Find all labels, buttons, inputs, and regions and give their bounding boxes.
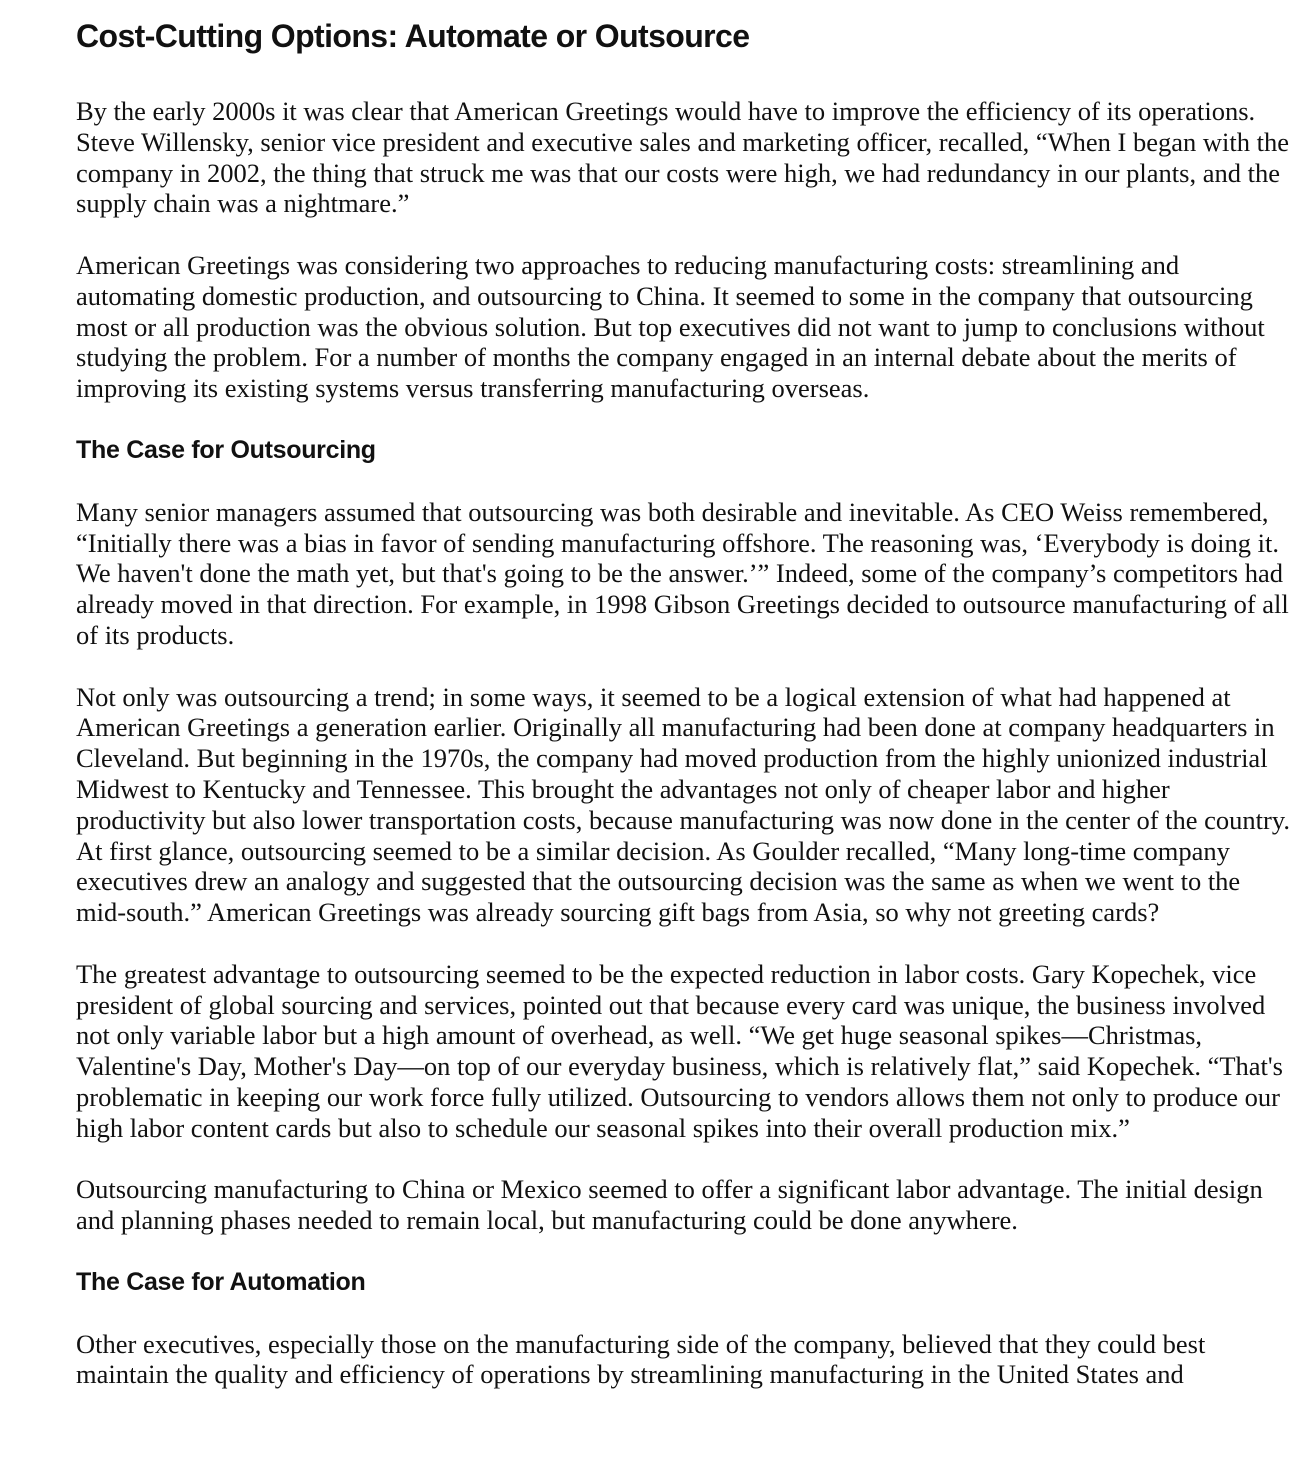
- outsourcing-paragraph-4: Outsourcing manufacturing to China or Mexico seemed to offer a significant labor advantage. The initial design and planning phases needed to remain local, but manufacturing could be done anywhere.: [76, 1174, 1263, 1236]
- intro-paragraph-2: American Greetings was considering two approaches to reducing manufacturing costs: streamlining and automating domestic production, and outsourcing to China. It seemed to some in the company that outsourcing most or all production was the obvious solution. But top executives did not want to jump to conclusions without studying the problem. For a number of months the company engaged in an internal debate about the merits of improving its existing systems versus transferring manufacturing overseas.: [76, 249, 1265, 404]
- section-heading-automation: The Case for Automation: [76, 1267, 366, 1296]
- document-page: [76, 14, 1292, 1390]
- page-title: Cost-Cutting Options: Automate or Outsource: [76, 18, 750, 54]
- section-heading-outsourcing: The Case for Outsourcing: [76, 435, 376, 464]
- outsourcing-paragraph-2: Not only was outsourcing a trend; in some ways, it seemed to be a logical extension of what had happened at American Greetings a generation earlier. Originally all manufacturing had been done at company headquarters in Cleveland. But beginning in the 1970s, the company had moved production from the highly unionized industrial Midwest to Kentucky and Tennessee. This brought the advantages not only of cheaper labor and higher productivity but also lower transportation costs, because manufacturing was now done in the center of the country. At first glance, outsourcing seemed to be a similar decision. As Goulder recalled, “Many long-time company executives drew an analogy and suggested that the outsourcing decision was the same as when we went to the mid-south.” American Greetings was already sourcing gift bags from Asia, so why not greeting cards?: [76, 681, 1290, 928]
- automation-paragraph-1: Other executives, especially those on the manufacturing side of the company, believed that they could best maintain the quality and efficiency of operations by streamlining manufacturing in the United States and: [76, 1328, 1206, 1390]
- intro-paragraph-1: By the early 2000s it was clear that American Greetings would have to improve the efficiency of its operations. Steve Willensky, senior vice president and executive sales and marketing officer, recalled, “When I began with the company in 2002, the thing that struck me was that our costs were high, we had redundancy in our plants, and the supply chain was a nightmare.”: [76, 96, 1289, 219]
- outsourcing-paragraph-3: The greatest advantage to outsourcing seemed to be the expected reduction in labor costs. Gary Kopechek, vice president of global sourcing and services, pointed out that because every card was unique, the business involved not only variable labor but a high amount of overhead, as well. “We get huge seasonal spikes—Christmas, Valentine's Day, Mother's Day—on top of our everyday business, which is relatively flat,” said Kopechek. “That's problematic in keeping our work force fully utilized. Outsourcing to vendors allows them not only to produce our high labor content cards but also to schedule our seasonal spikes into their overall production mix.”: [76, 958, 1283, 1143]
- outsourcing-paragraph-1: Many senior managers assumed that outsourcing was both desirable and inevitable. As CEO Weiss remembered, “Initially there was a bias in favor of sending manufacturing offshore. The reasoning was, ‘Everybody is doing it. We haven't done the math yet, but that's going to be the answer.’” Indeed, some of the company’s competitors had already moved in that direction. For example, in 1998 Gibson Greetings decided to outsource manufacturing of all of its products.: [76, 496, 1289, 650]
